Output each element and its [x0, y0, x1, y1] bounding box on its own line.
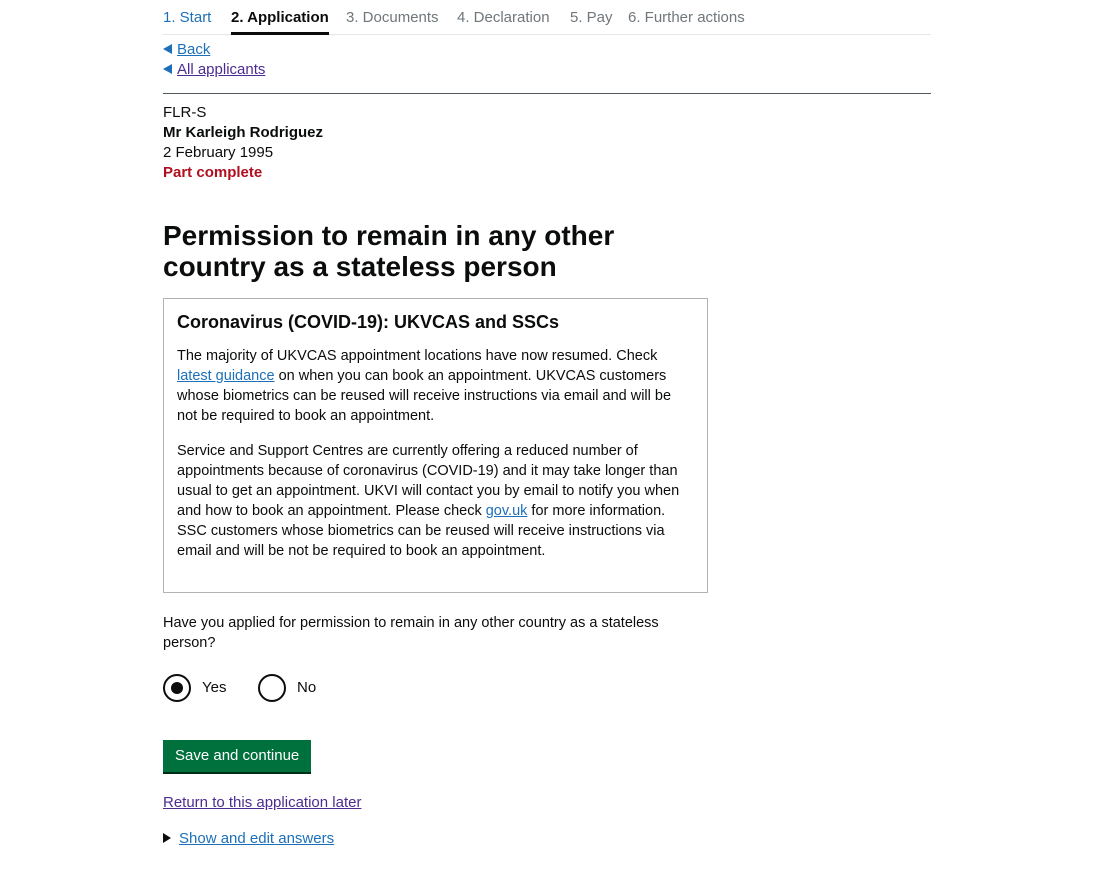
back-arrow-icon — [163, 64, 172, 74]
radio-yes-circle[interactable] — [163, 674, 191, 702]
step-application: 2. Application — [231, 9, 329, 26]
applicant-dob: 2 February 1995 — [163, 144, 274, 161]
step-start[interactable]: 1. Start — [163, 9, 212, 26]
back-arrow-icon — [163, 44, 172, 54]
step-documents: 3. Documents — [346, 9, 439, 26]
triangle-right-icon — [163, 833, 171, 843]
latest-guidance-link[interactable]: latest guidance — [177, 368, 275, 384]
notice-heading: Coronavirus (COVID-19): UKVCAS and SSCs — [177, 312, 560, 332]
application-status: Part complete — [163, 164, 263, 181]
form-code: FLR-S — [163, 104, 207, 121]
return-later-link[interactable]: Return to this application later — [163, 794, 362, 811]
progress-steps — [163, 0, 931, 35]
applicant-summary — [163, 103, 323, 183]
radio-no-circle[interactable] — [258, 674, 286, 702]
back-link[interactable] — [163, 41, 210, 59]
show-edit-answers-toggle[interactable] — [163, 830, 334, 848]
applicant-name: Mr Karleigh Rodriguez — [163, 124, 324, 141]
notice-paragraph-1: The majority of UKVCAS appointment locations have now resumed. Check latest guidance on when you can book an appointment. UKVCAS customers whose biometrics can be reused will receive instructions via email and will be not be required to book an appointment. — [177, 348, 672, 424]
step-pay: 5. Pay — [570, 9, 613, 26]
save-and-continue-button[interactable]: Save and continue — [163, 740, 311, 772]
notice-paragraph-2: Service and Support Centres are currently offering a reduced number of appointments because of coronavirus (COVID-19) and it may take longer than usual to get an appointment. UKVI will contact you by email to notify you when and how to book an appointment. Please check gov.uk for more information. SSC customers whose biometrics can be reused will receive instructions via email and will be not be required to book an appointment. — [177, 443, 680, 559]
radio-no[interactable] — [258, 674, 316, 702]
covid-notice — [163, 298, 708, 593]
show-edit-answers-label: Show and edit answers — [179, 830, 335, 847]
page-title: Permission to remain in any other country as a stateless person — [163, 220, 615, 282]
all-applicants-link[interactable] — [163, 61, 265, 79]
all-applicants-label: All applicants — [177, 61, 266, 78]
page-container — [163, 0, 931, 847]
radio-no-label: No — [297, 679, 317, 696]
radio-yes-label: Yes — [202, 679, 227, 696]
question-label: Have you applied for permission to remain in any other country as a stateless person? — [163, 615, 659, 651]
divider — [163, 93, 931, 94]
step-further-actions: 6. Further actions — [628, 9, 745, 26]
back-link-label: Back — [177, 41, 211, 58]
radio-yes[interactable] — [163, 674, 226, 702]
step-declaration: 4. Declaration — [457, 9, 550, 26]
gov-uk-link[interactable]: gov.uk — [485, 503, 528, 519]
